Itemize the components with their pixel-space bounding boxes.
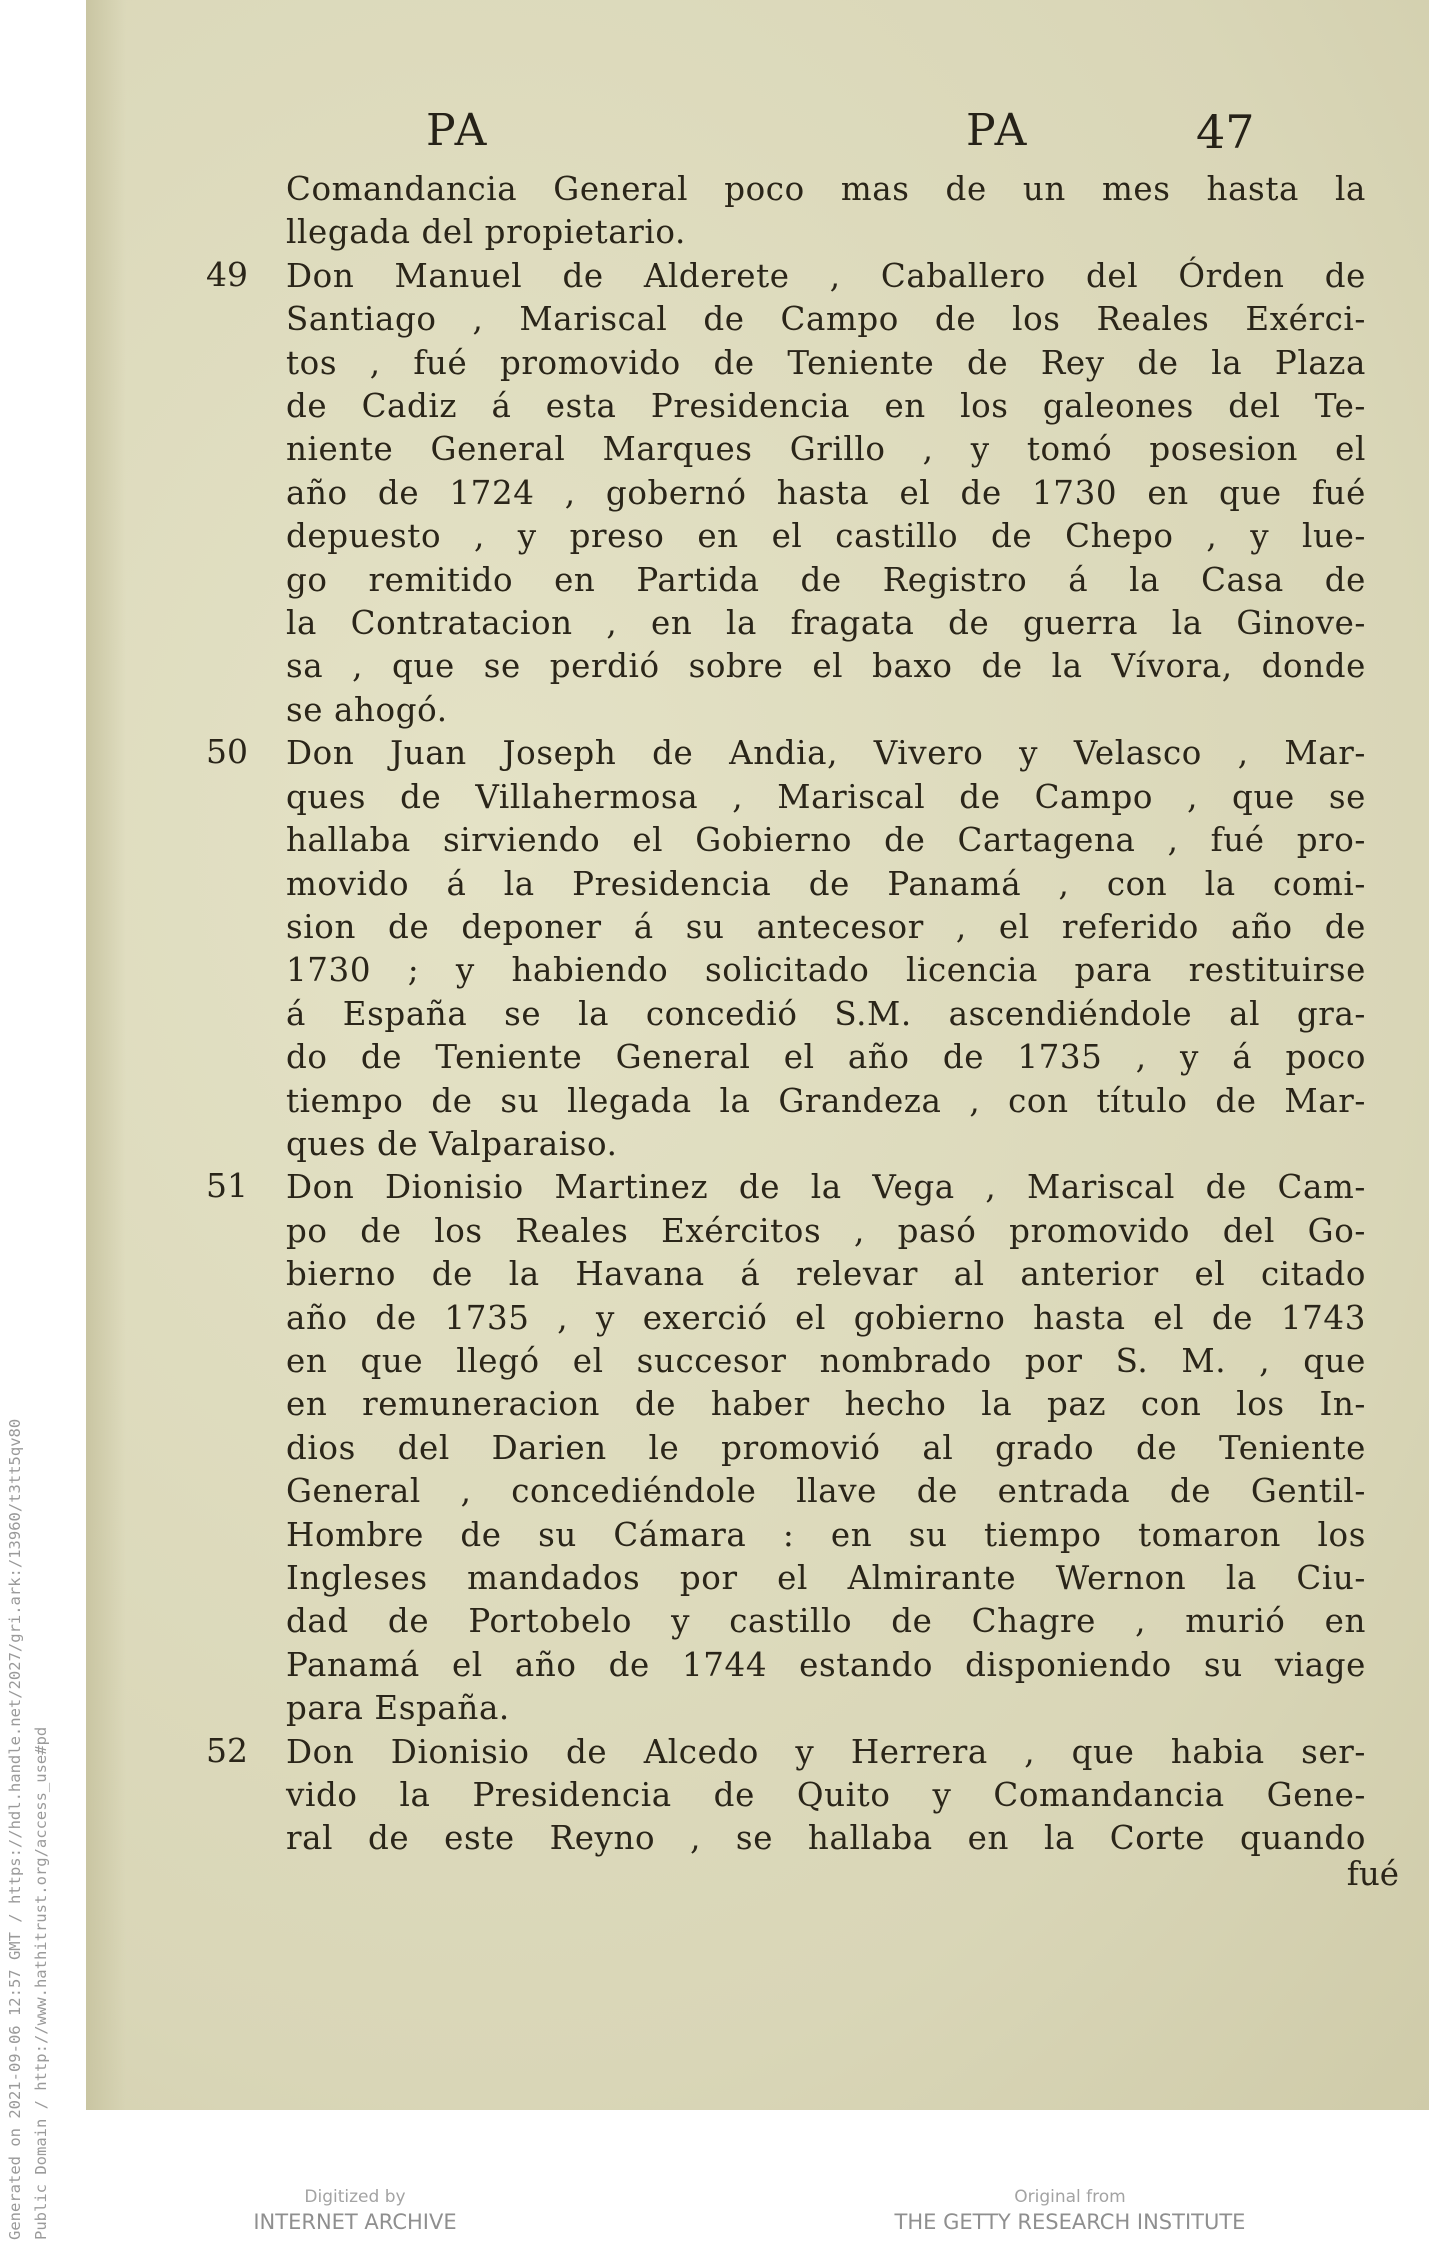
catchword: fué [1346,1855,1399,1893]
running-head [86,105,1429,165]
text-line: la Contratacion , en la fragata de guerra la Ginove- [286,604,1366,643]
stamp-line-generated: Generated on 2021-09-06 12:57 GMT / https://hdl.handle.net/2027/gri.ark:/13960/t3tt5qv80 [6,1418,24,2240]
text-line: se ahogó. [286,690,448,729]
book-page [86,0,1429,2110]
original-from-label: Original from [1014,2187,1126,2207]
text-line: en que llegó el succesor nombrado por S. M. , que [286,1341,1366,1380]
text-line: Santiago , Mariscal de Campo de los Reales Exérci- [286,300,1366,339]
entry-continuation [286,168,1366,255]
entry-49 [206,254,1366,732]
text-line: Don Juan Joseph de Andia, Vivero y Velasco , Mar- [286,734,1366,773]
entry-number: 49 [206,254,248,294]
text-line: 1730 ; y habiendo solicitado licencia para restituirse [286,951,1366,990]
text-line: tiempo de su llegada la Grandeza , con título de Mar- [286,1081,1366,1120]
text-line: Don Dionisio de Alcedo y Herrera , que habia ser- [286,1732,1366,1771]
text-line: año de 1724 , gobernó hasta el de 1730 en que fué [286,473,1366,512]
entry-52 [206,1730,1366,1861]
digitized-by-credit [250,2186,460,2236]
entry-number: 50 [206,732,248,772]
text-line: dios del Darien le promovió al grado de Teniente [286,1428,1366,1467]
text-line: niente General Marques Grillo , y tomó posesion el [286,430,1366,469]
internet-archive-label: INTERNET ARCHIVE [253,2210,457,2234]
text-line: sion de deponer á su antecesor , el referido año de [286,907,1366,946]
text-line: ral de este Reyno , se hallaba en la Corte quando [286,1819,1366,1858]
text-line: en remuneracion de haber hecho la paz con los In- [286,1385,1366,1424]
entry-51 [206,1166,1366,1730]
stamp-line-rights: Public Domain / http://www.hathitrust.org/access_use#pd [32,1726,50,2240]
text-line: dad de Portobelo y castillo de Chagre , murió en [286,1602,1366,1641]
text-line: General , concediéndole llave de entrada de Gentil- [286,1472,1366,1511]
text-line: go remitido en Partida de Registro á la Casa de [286,560,1366,599]
text-line: po de los Reales Exércitos , pasó promovido del Go- [286,1211,1366,1250]
hathitrust-stamp [0,1100,60,2240]
text-line: llegada del propietario. [286,213,686,252]
text-line: tos , fué promovido de Teniente de Rey de la Plaza [286,343,1366,382]
text-line: ques de Villahermosa , Mariscal de Campo , que se [286,777,1366,816]
text-line: para España. [286,1689,510,1728]
getty-institute-label: THE GETTY RESEARCH INSTITUTE [894,2210,1246,2234]
text-line: Comandancia General poco mas de un mes hasta la [286,170,1366,208]
page-gutter-shadow [86,0,126,2110]
running-head-center: PA [966,105,1030,156]
page-number: 47 [1196,105,1255,159]
text-line: ques de Valparaiso. [286,1124,618,1163]
entry-50 [206,732,1366,1166]
running-head-left: PA [426,105,490,156]
entry-number: 51 [206,1166,248,1206]
text-line: sa , que se perdió sobre el baxo de la Vívora, donde [286,647,1366,686]
body-text [206,168,1366,1861]
text-line: de Cadiz á esta Presidencia en los galeones del Te- [286,387,1366,426]
text-line: Hombre de su Cámara : en su tiempo tomaron los [286,1515,1366,1554]
text-line: vido la Presidencia de Quito y Comandancia Gene- [286,1776,1366,1815]
text-line: Don Dionisio Martinez de la Vega , Mariscal de Cam- [286,1168,1366,1207]
original-from-credit [880,2186,1260,2236]
text-line: á España se la concedió S.M. ascendiéndole al gra- [286,994,1366,1033]
entry-number: 52 [206,1730,248,1770]
digitized-by-label: Digitized by [304,2187,406,2207]
text-line: bierno de la Havana á relevar al anterior el citado [286,1255,1366,1294]
text-line: hallaba sirviendo el Gobierno de Cartagena , fué pro- [286,821,1366,860]
text-line: Don Manuel de Alderete , Caballero del Órden de [286,256,1366,295]
text-line: Ingleses mandados por el Almirante Wernon la Ciu- [286,1559,1366,1597]
text-line: movido á la Presidencia de Panamá , con la comi- [286,864,1366,903]
text-line: año de 1735 , y exerció el gobierno hasta el de 1743 [286,1298,1366,1337]
text-line: depuesto , y preso en el castillo de Chepo , y lue- [286,517,1366,556]
text-line: do de Teniente General el año de 1735 , y á poco [286,1038,1366,1077]
text-line: Panamá el año de 1744 estando disponiendo su viage [286,1645,1366,1684]
